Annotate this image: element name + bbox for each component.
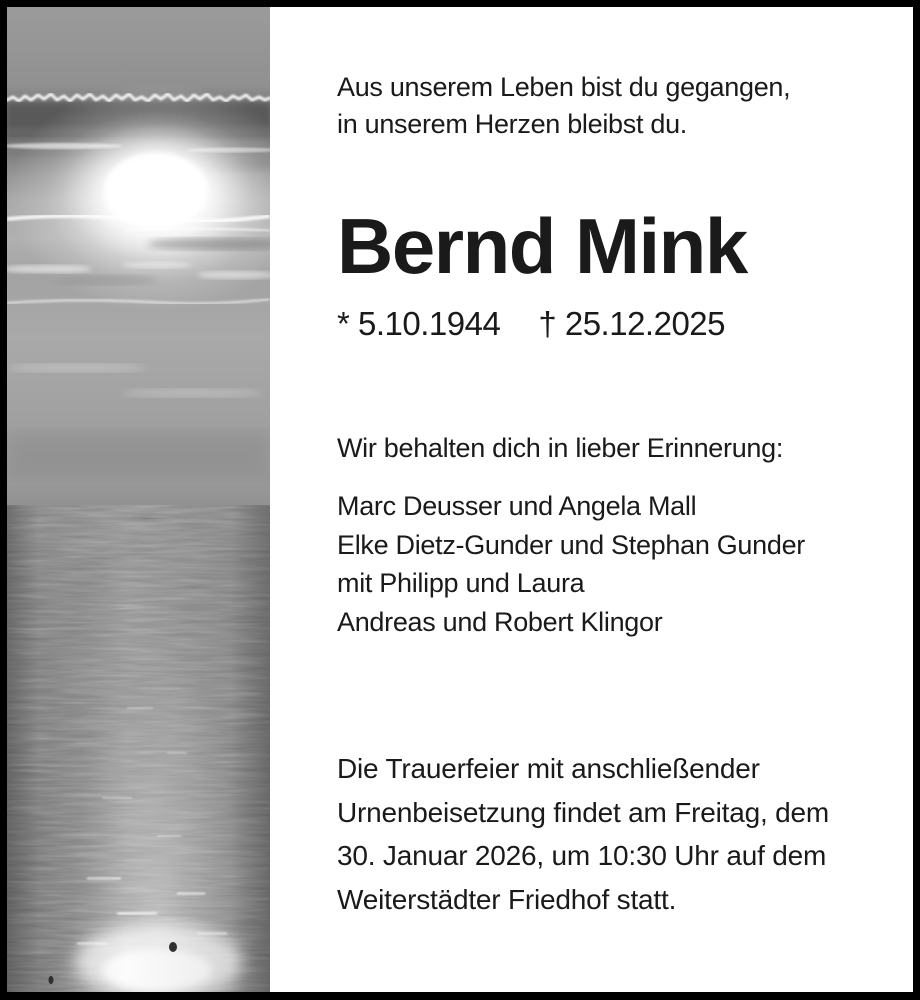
remembrance-intro [337,433,783,464]
sunset-sea-photo-art [7,7,270,992]
deceased-name: Bernd Mink [337,202,747,290]
sunset-sea-photo [7,7,270,992]
epigraph-line-1: Aus unserem Leben bist du gegangen, [337,72,791,102]
epigraph [337,69,790,143]
obituary-text-panel [270,7,913,992]
death-date: † 25.12.2025 [538,305,726,342]
remembrance-intro-text: Wir behalten dich in lieber Erinnerung: [337,433,784,463]
mourner-line: mit Philipp und Laura [337,568,585,598]
funeral-notice-line: Urnenbeisetzung findet am Freitag, dem [337,796,829,828]
life-dates [337,305,725,343]
epigraph-line-2: in unserem Herzen bleibst du. [337,109,687,139]
mourners-list [337,487,805,641]
mourner-line: Elke Dietz-Gunder und Stephan Gunder [337,529,805,560]
funeral-notice [337,747,829,921]
funeral-notice-line: Weiterstädter Friedhof statt. [337,883,677,915]
funeral-notice-line: Die Trauerfeier mit anschließender [337,753,760,784]
funeral-notice-line: 30. Januar 2026, um 10:30 Uhr auf dem [337,840,827,871]
birth-date: * 5.10.1944 [337,305,501,342]
mourner-line: Andreas und Robert Klingor [337,606,663,637]
mourner-line: Marc Deusser und Angela Mall [337,491,697,521]
